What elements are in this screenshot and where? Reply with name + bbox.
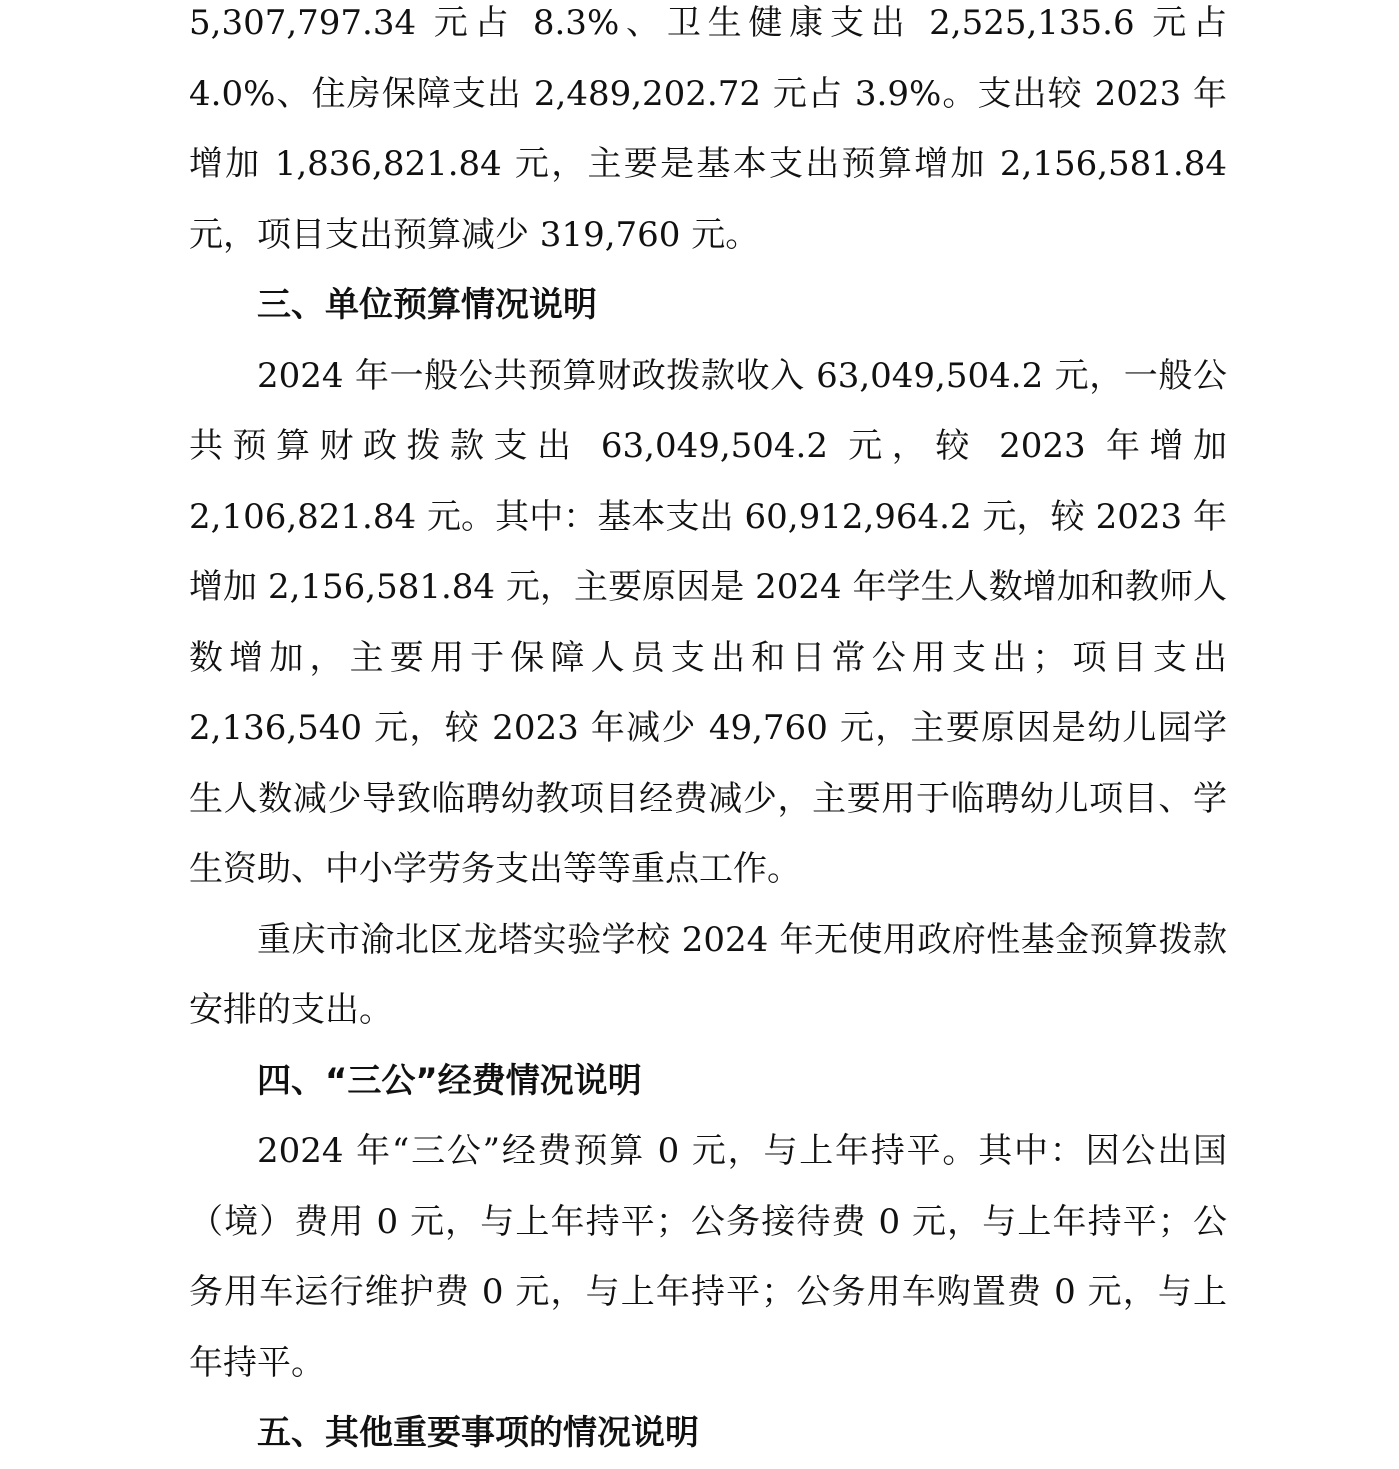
document-page xyxy=(189,0,1227,1469)
heading-three-public-expenses: 四、“三公”经费情况说明 xyxy=(257,1060,642,1101)
heading-other-matters: 五、其他重要事项的情况说明 xyxy=(257,1413,699,1453)
paragraph-unit-budget: 2024 年一般公共预算财政拨款收入 63,049,504.2 元，一般公共预算财政拨款支出 63,049,504.2 元，较 2023 年增加 2,106,821.84 元。其中：基本支出 60,912,964.2 元，较 2023 年增加 2,156,581.84 元，主要原因是 2024 年学生人数增加和教师人数增加，主要用于保障人员支出和日常公用支出；项目支出 2,136,540 元，较 2023 年减少 49,760 元，主要原因是幼儿园学生人数减少导致临聘幼教项目经费减少，主要用于临聘幼儿项目、学生资助、中小学劳务支出等等重点工作。 xyxy=(189,355,1227,889)
heading-unit-budget: 三、单位预算情况说明 xyxy=(257,285,597,325)
paragraph-expenditure-summary: 5,307,797.34 元占 8.3%、卫生健康支出 2,525,135.6 元占 4.0%、住房保障支出 2,489,202.72 元占 3.9%。支出较 2023 年增加 1,836,821.84 元，主要是基本支出预算增加 2,156,581.84 元，项目支出预算减少 319,760 元。 xyxy=(189,3,1227,255)
paragraph-three-public-expenses: 2024 年“三公”经费预算 0 元，与上年持平。其中：因公出国（境）费用 0 元，与上年持平；公务接待费 0 元，与上年持平；公务用车运行维护费 0 元，与上年持平；公务用车购置费 0 元，与上年持平。 xyxy=(189,1131,1227,1383)
paragraph-government-fund: 重庆市渝北区龙塔实验学校 2024 年无使用政府性基金预算拨款安排的支出。 xyxy=(189,919,1227,1030)
